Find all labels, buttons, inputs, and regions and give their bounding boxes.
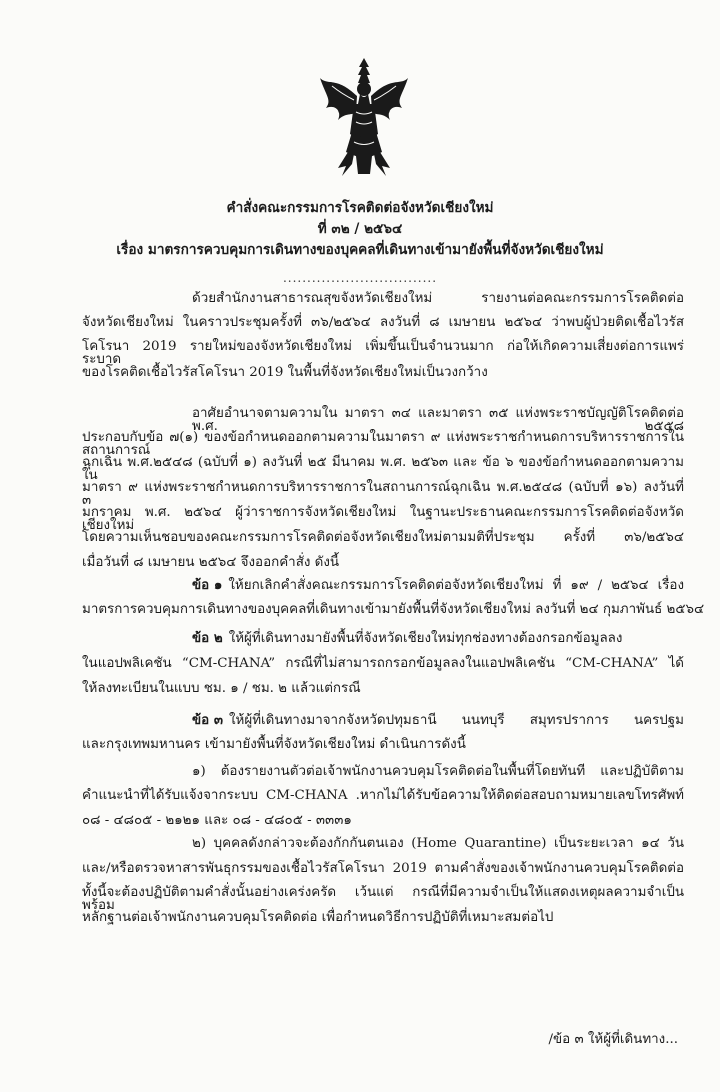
clause-3-text: ให้ผู้ที่เดินทางมาจากจังหวัดปทุมธานี นนทบุรี สมุทรปราการ นครปฐม [229, 713, 684, 728]
paragraph-2-line-7: เมื่อวันที่ ๘ เมษายน ๒๕๖๔ จึงออกคำสั่ง ดังนี้ [82, 555, 340, 570]
paragraph-1-line-4: ของโรคติดเชื้อไวรัสโคโรนา 2019 ในพื้นที่จังหวัดเชียงใหม่เป็นวงกว้าง [82, 365, 488, 380]
clause-1-line-2: มาตรการควบคุมการเดินทางของบุคคลที่เดินทางเข้ามายังพื้นที่จังหวัดเชียงใหม่ ลงวันที่ ๒๔ กุมภาพันธ์ ๒๕๖๔ [82, 602, 705, 617]
paragraph-2-line-2: ประกอบกับข้อ ๗(๑) ของข้อกำหนดออกตามความในมาตรา ๙ แห่งพระราชกำหนดการบริหารราชการในสถานการณ์ [82, 430, 684, 459]
clause-3-2-line-3: ทั้งนี้จะต้องปฏิบัติตามคำสั่งนั้นอย่างเคร่งครัด เว้นแต่ กรณีที่มีความจำเป็นให้แสดงเหตุผลความจำเป็นพร้อม [82, 885, 684, 914]
clause-2-line-1 [192, 632, 684, 645]
clause-3-1-line-1: ๑) ต้องรายงานตัวต่อเจ้าพนักงานควบคุมโรคติดต่อในพื้นที่โดยทันที และปฏิบัติตาม [192, 764, 684, 779]
clause-2-text: ให้ผู้ที่เดินทางมายังพื้นที่จังหวัดเชียงใหม่ทุกช่องทางต้องกรอกข้อมูลลง [228, 631, 623, 646]
paragraph-1-line-2: จังหวัดเชียงใหม่ ในคราวประชุมครั้งที่ ๓๖/๒๕๖๔ ลงวันที่ ๘ เมษายน ๒๕๖๔ ว่าพบผู้ป่วยติดเชื้อไวรัส [82, 315, 684, 330]
clause-3-2-line-2: และ/หรือตรวจหาสารพันธุกรรมของเชื้อไวรัสโคโรนา 2019 ตามคำสั่งของเจ้าพนักงานควบคุมโรคติดต่อ [82, 861, 684, 876]
paragraph-2-line-3: ฉุกเฉิน พ.ศ.๒๕๔๘ (ฉบับที่ ๑) ลงวันที่ ๒๕ มีนาคม พ.ศ. ๒๕๖๓ และ ข้อ ๖ ของข้อกำหนดออกตามความใน [82, 455, 684, 484]
clause-3-2-line-4: หลักฐานต่อเจ้าพนักงานควบคุมโรคติดต่อ เพื่อกำหนดวิธีการปฏิบัติที่เหมาะสมต่อไป [82, 910, 554, 925]
clause-3-2-line-1: ๒) บุคคลดังกล่าวจะต้องกักกันตนเอง (Home Quarantine) เป็นระยะเวลา ๑๔ วัน [192, 836, 684, 851]
order-subject: เรื่อง มาตรการควบคุมการเดินทางของบุคคลที่เดินทางเข้ามายังพื้นที่จังหวัดเชียงใหม่ [116, 242, 604, 258]
clause-2-label: ข้อ ๒ [192, 630, 223, 646]
clause-3-1-line-3: ๐๘ - ๔๘๐๕ - ๒๑๒๑ และ ๐๘ - ๔๘๐๕ - ๓๓๓๑ [82, 813, 352, 828]
paragraph-2-line-1: อาศัยอำนาจตามความใน มาตรา ๓๔ และมาตรา ๓๕ แห่งพระราชบัญญัติโรคติดต่อ พ.ศ. ๒๕๕๘ [192, 406, 684, 435]
clause-2-line-2: ในแอปพลิเคชัน “CM-CHANA” กรณีที่ไม่สามารถกรอกข้อมูลลงในแอปพลิเคชัน “CM-CHANA” ได้ [82, 656, 684, 671]
garuda-emblem-icon [316, 56, 412, 184]
paragraph-2-line-5: มกราคม พ.ศ. ๒๕๖๔ ผู้ว่าราชการจังหวัดเชียงใหม่ ในฐานะประธานคณะกรรมการโรคติดต่อจังหวัดเชียงใหม่ [82, 505, 684, 534]
clause-3-label: ข้อ ๓ [192, 712, 224, 728]
clause-3-line-1 [192, 714, 684, 727]
order-title: คำสั่งคณะกรรมการโรคติดต่อจังหวัดเชียงใหม่ [226, 200, 494, 216]
continuation-note: /ข้อ ๓ ให้ผู้ที่เดินทาง... [548, 1032, 678, 1047]
clause-2-line-3: ให้ลงทะเบียนในแบบ ชม. ๑ / ชม. ๒ แล้วแต่กรณี [82, 681, 361, 696]
order-number: ที่ ๓๒ / ๒๕๖๔ [317, 221, 403, 237]
paragraph-1-line-3: โคโรนา 2019 รายใหม่ของจังหวัดเชียงใหม่ เพิ่มขึ้นเป็นจำนวนมาก ก่อให้เกิดความเสี่ยงต่อการแพร่ระบาด [82, 339, 684, 368]
clause-1-label: ข้อ ๑ [192, 577, 223, 593]
clause-3-1-line-2: คำแนะนำที่ได้รับแจ้งจากระบบ CM-CHANA .หากไม่ได้รับข้อความให้ติดต่อสอบถามหมายเลขโทรศัพท์ [82, 788, 684, 803]
clause-1-line-1 [192, 579, 684, 592]
clause-3-line-2: และกรุงเทพมหานคร เข้ามายังพื้นที่จังหวัดเชียงใหม่ ดำเนินการดังนี้ [82, 737, 466, 752]
separator-dots: ................................ [282, 271, 438, 285]
paragraph-1-line-1: ด้วยสำนักงานสาธารณสุขจังหวัดเชียงใหม่ รายงานต่อคณะกรรมการโรคติดต่อ [192, 291, 684, 306]
paragraph-2-line-4: มาตรา ๙ แห่งพระราชกำหนดการบริหารราชการในสถานการณ์ฉุกเฉิน พ.ศ.๒๕๔๘ (ฉบับที่ ๑๖) ลงวันที่ ๓ [82, 480, 684, 509]
clause-1-text: ให้ยกเลิกคำสั่งคณะกรรมการโรคติดต่อจังหวัดเชียงใหม่ ที่ ๑๙ / ๒๕๖๔ เรื่อง [228, 578, 684, 593]
paragraph-2-line-6: โดยความเห็นชอบของคณะกรรมการโรคติดต่อจังหวัดเชียงใหม่ตามมติที่ประชุม ครั้งที่ ๓๖/๒๕๖๔ [82, 530, 684, 545]
